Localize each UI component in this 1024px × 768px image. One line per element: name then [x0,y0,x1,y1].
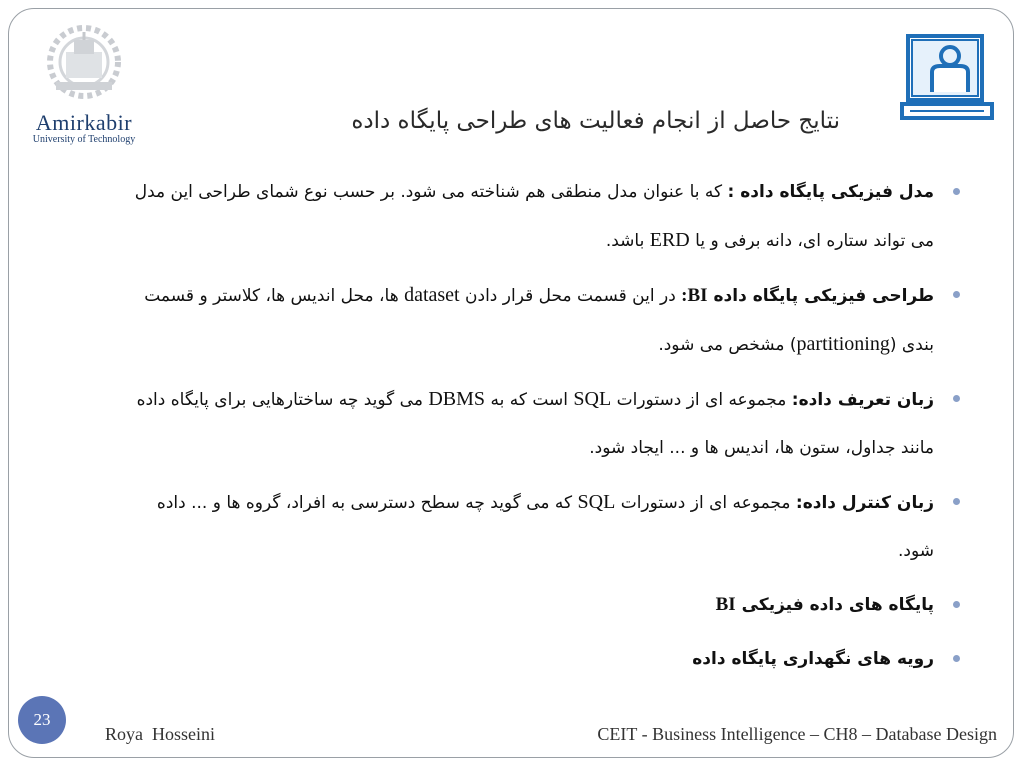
bullet-dot-icon [953,188,960,195]
bullet-text: مجموعه ای از دستورات [611,390,792,410]
bullet-item [130,635,966,683]
bullet-dot-icon [953,601,960,608]
bullet-dot-icon [953,655,960,662]
bullet-lead: پایگاه های داده فیزیکی [735,595,934,615]
bullet-item [130,478,966,575]
amirkabir-emblem-icon [36,22,132,108]
university-name: Amirkabir [35,110,133,135]
bullet-text: مجموعه ای از دستورات [615,493,796,513]
computer-user-logo [898,26,996,124]
bullet-item [130,375,966,472]
slide-title: نتایج حاصل از انجام فعالیت های طراحی پایگاه داده [351,108,840,134]
bullet-latin: SQL [577,491,616,513]
bullet-lead-latin: BI [715,594,736,615]
bullet-tail: باشد. [605,231,650,251]
bullet-latin: dataset [404,284,460,306]
bullet-lead: رویه های نگهداری پایگاه داده [692,649,934,669]
bullet-lead: مدل فیزیکی پایگاه داده : [727,182,934,202]
bullet-text: در این قسمت محل قرار دادن [459,286,682,306]
bullet-tail-2: ) مشخص می شود. [658,335,797,355]
bullet-text: که با عنوان مدل منطقی هم شناخته می شود. بر حسب نوع شمای طراحی این مدل می تواند ستاره ای، دانه برفی و یا [134,182,934,251]
bullet-item [130,271,966,369]
bullet-lead: زبان کنترل داده: [795,493,934,513]
bullet-tail-2: می گوید چه ساختارهایی برای پایگاه داده مانند جداول، ستون ها، اندیس ها و ... ایجاد شود. [136,390,934,458]
bullet-tail: که می گوید چه سطح دسترسی به افراد، گروه ها و ... داده شود. [156,493,934,561]
bullet-dot-icon [953,291,960,298]
bullet-latin-2: partitioning [796,333,890,355]
footer-course: CEIT - Business Intelligence – CH8 – Database Design [597,724,997,744]
bullet-item [130,581,966,629]
bullet-latin: ERD [649,229,690,251]
bullet-tail: است که به [485,390,574,410]
bullet-latin: SQL [573,388,612,410]
page-number-badge: 23 [18,696,66,744]
bullet-dot-icon [953,395,960,402]
bullet-lead: طراحی فیزیکی پایگاه داده [707,286,934,306]
bullet-tail: ها، محل اندیس ها، کلاستر و قسمت بندی ( [144,286,934,355]
computer-user-icon [898,26,996,124]
bullet-dot-icon [953,498,960,505]
footer-author: Roya Hosseini [105,724,215,744]
bullet-list [130,168,966,689]
bullet-latin-2: DBMS [428,388,486,410]
bullet-lead-latin: BI: [681,285,708,306]
university-logo [14,22,154,150]
bullet-lead: زبان تعریف داده: [791,390,934,410]
bullet-item [130,168,966,265]
university-subtitle: University of Technology [32,134,136,145]
